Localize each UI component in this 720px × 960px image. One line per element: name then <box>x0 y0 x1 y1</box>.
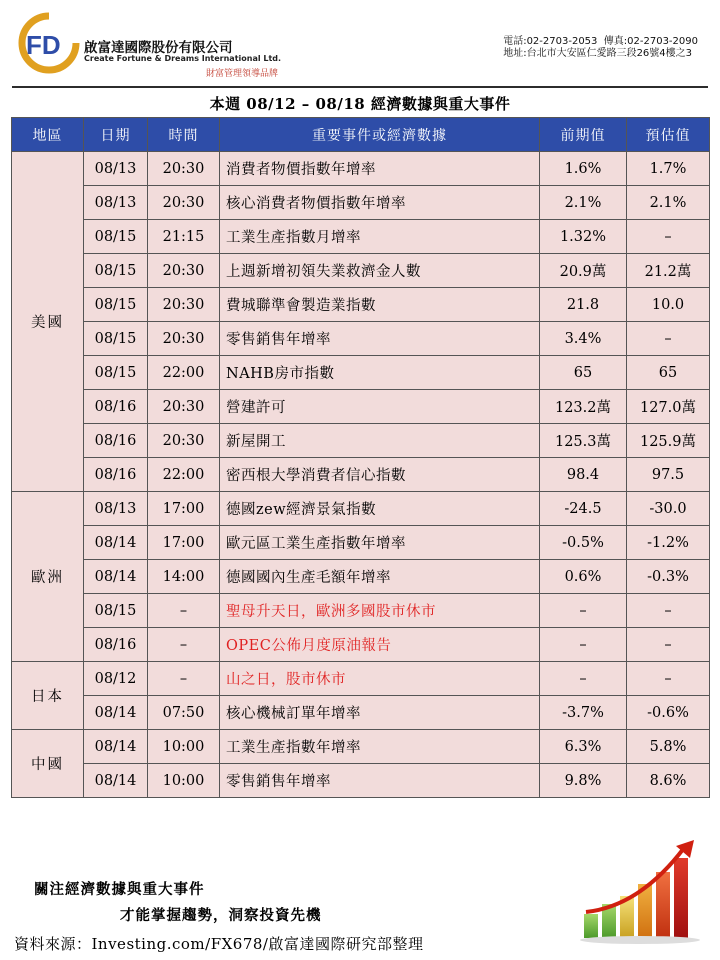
event-cell: OPEC公佈月度原油報告 <box>220 628 540 662</box>
time-cell: 20:30 <box>148 322 220 356</box>
contact-info <box>503 36 698 60</box>
event-cell: 核心機械訂單年增率 <box>220 696 540 730</box>
time-cell: – <box>148 662 220 696</box>
event-cell: 上週新增初領失業救濟金人數 <box>220 254 540 288</box>
table-header-row <box>12 118 710 152</box>
estimate-value-cell: 125.9萬 <box>627 424 710 458</box>
table-body <box>12 152 710 798</box>
estimate-value-cell: – <box>627 628 710 662</box>
estimate-value-cell: 21.2萬 <box>627 254 710 288</box>
time-cell: 20:30 <box>148 152 220 186</box>
data-source: 資料來源：Investing.com/FX678/啟富達國際研究部整理 <box>14 935 424 953</box>
time-cell: – <box>148 628 220 662</box>
column-header-region: 地區 <box>12 118 84 152</box>
event-cell: 核心消費者物價指數年增率 <box>220 186 540 220</box>
date-cell: 08/13 <box>84 152 148 186</box>
column-header-previous: 前期值 <box>540 118 627 152</box>
event-cell: 密西根大學消費者信心指數 <box>220 458 540 492</box>
time-cell: 20:30 <box>148 254 220 288</box>
estimate-value-cell: 5.8% <box>627 730 710 764</box>
region-cell: 日本 <box>12 662 84 730</box>
table-row <box>12 696 710 730</box>
estimate-value-cell: – <box>627 220 710 254</box>
estimate-value-cell: 97.5 <box>627 458 710 492</box>
previous-value-cell: 0.6% <box>540 560 627 594</box>
event-cell: 德國zew經濟景氣指數 <box>220 492 540 526</box>
company-name-en: Create Fortune & Dreams International Ltd. <box>84 54 282 63</box>
phone-number: 電話:02-2703-2053 <box>503 36 598 47</box>
estimate-value-cell: – <box>627 662 710 696</box>
table-row <box>12 390 710 424</box>
event-cell: 歐元區工業生產指數年增率 <box>220 526 540 560</box>
time-cell: 20:30 <box>148 390 220 424</box>
fd-logo-icon <box>18 12 80 74</box>
time-cell: 20:30 <box>148 186 220 220</box>
previous-value-cell: 2.1% <box>540 186 627 220</box>
date-cell: 08/15 <box>84 288 148 322</box>
time-cell: 17:00 <box>148 526 220 560</box>
estimate-value-cell: -0.3% <box>627 560 710 594</box>
previous-value-cell: 1.32% <box>540 220 627 254</box>
table-row <box>12 526 710 560</box>
column-header-event: 重要事件或經濟數據 <box>220 118 540 152</box>
table-row <box>12 662 710 696</box>
time-cell: – <box>148 594 220 628</box>
previous-value-cell: 6.3% <box>540 730 627 764</box>
event-cell: 消費者物價指數年增率 <box>220 152 540 186</box>
time-cell: 07:50 <box>148 696 220 730</box>
time-cell: 21:15 <box>148 220 220 254</box>
event-cell: 工業生產指數年增率 <box>220 730 540 764</box>
time-cell: 22:00 <box>148 356 220 390</box>
estimate-value-cell: 65 <box>627 356 710 390</box>
time-cell: 17:00 <box>148 492 220 526</box>
time-cell: 22:00 <box>148 458 220 492</box>
column-header-estimate: 預估值 <box>627 118 710 152</box>
region-cell: 中國 <box>12 730 84 798</box>
table-row <box>12 560 710 594</box>
date-cell: 08/14 <box>84 560 148 594</box>
estimate-value-cell: 2.1% <box>627 186 710 220</box>
date-cell: 08/15 <box>84 356 148 390</box>
table-row <box>12 152 710 186</box>
date-cell: 08/13 <box>84 492 148 526</box>
table-row <box>12 254 710 288</box>
event-cell: 費城聯準會製造業指數 <box>220 288 540 322</box>
table-row <box>12 356 710 390</box>
previous-value-cell: 65 <box>540 356 627 390</box>
company-logo <box>18 12 288 84</box>
economic-events-table <box>11 117 710 798</box>
company-name-cn: 啟富達國際股份有限公司 <box>84 40 233 56</box>
footer-slogan-line1: 關注經濟數據與重大事件 <box>34 881 205 898</box>
previous-value-cell: – <box>540 594 627 628</box>
date-cell: 08/12 <box>84 662 148 696</box>
date-cell: 08/16 <box>84 424 148 458</box>
date-cell: 08/16 <box>84 628 148 662</box>
date-cell: 08/15 <box>84 594 148 628</box>
previous-value-cell: 9.8% <box>540 764 627 798</box>
date-cell: 08/15 <box>84 322 148 356</box>
date-cell: 08/16 <box>84 390 148 424</box>
estimate-value-cell: 127.0萬 <box>627 390 710 424</box>
previous-value-cell: 125.3萬 <box>540 424 627 458</box>
event-cell: 聖母升天日，歐洲多國股市休市 <box>220 594 540 628</box>
footer-slogan-line2: 才能掌握趨勢，洞察投資先機 <box>120 907 322 924</box>
time-cell: 10:00 <box>148 730 220 764</box>
time-cell: 10:00 <box>148 764 220 798</box>
page-title: 本週 08/12 – 08/18 經濟數據與重大事件 <box>209 95 511 113</box>
table-row <box>12 322 710 356</box>
time-cell: 14:00 <box>148 560 220 594</box>
previous-value-cell: 123.2萬 <box>540 390 627 424</box>
previous-value-cell: 21.8 <box>540 288 627 322</box>
date-cell: 08/15 <box>84 254 148 288</box>
event-cell: NAHB房市指數 <box>220 356 540 390</box>
estimate-value-cell: -0.6% <box>627 696 710 730</box>
phone-fax-line <box>503 36 698 48</box>
column-header-date: 日期 <box>84 118 148 152</box>
event-cell: 營建許可 <box>220 390 540 424</box>
date-cell: 08/14 <box>84 526 148 560</box>
table-row <box>12 288 710 322</box>
event-cell: 德國國內生產毛額年增率 <box>220 560 540 594</box>
date-cell: 08/14 <box>84 764 148 798</box>
previous-value-cell: – <box>540 628 627 662</box>
previous-value-cell: 1.6% <box>540 152 627 186</box>
address: 地址:台北市大安區仁愛路三段26號4樓之3 <box>503 48 693 59</box>
event-cell: 零售銷售年增率 <box>220 322 540 356</box>
region-cell: 美國 <box>12 152 84 492</box>
event-cell: 零售銷售年增率 <box>220 764 540 798</box>
estimate-value-cell: -1.2% <box>627 526 710 560</box>
previous-value-cell: -24.5 <box>540 492 627 526</box>
previous-value-cell: 98.4 <box>540 458 627 492</box>
time-cell: 20:30 <box>148 288 220 322</box>
estimate-value-cell: -30.0 <box>627 492 710 526</box>
time-cell: 20:30 <box>148 424 220 458</box>
table-row <box>12 730 710 764</box>
logo-letters: FD <box>26 30 61 60</box>
company-slogan: 財富管理領導品牌 <box>206 69 279 79</box>
date-cell: 08/15 <box>84 220 148 254</box>
header-divider <box>12 86 708 88</box>
fax-number: 傳真:02-2703-2090 <box>603 36 698 47</box>
event-cell: 新屋開工 <box>220 424 540 458</box>
table-row <box>12 458 710 492</box>
previous-value-cell: – <box>540 662 627 696</box>
previous-value-cell: 3.4% <box>540 322 627 356</box>
growth-bar-chart-arrow-icon <box>580 836 710 946</box>
estimate-value-cell: 8.6% <box>627 764 710 798</box>
estimate-value-cell: – <box>627 594 710 628</box>
event-cell: 山之日，股市休市 <box>220 662 540 696</box>
table-row <box>12 220 710 254</box>
table-row <box>12 594 710 628</box>
table-row <box>12 628 710 662</box>
date-cell: 08/14 <box>84 730 148 764</box>
table-row <box>12 424 710 458</box>
table-row <box>12 492 710 526</box>
region-cell: 歐洲 <box>12 492 84 662</box>
event-cell: 工業生產指數月增率 <box>220 220 540 254</box>
estimate-value-cell: 1.7% <box>627 152 710 186</box>
previous-value-cell: -0.5% <box>540 526 627 560</box>
previous-value-cell: -3.7% <box>540 696 627 730</box>
estimate-value-cell: 10.0 <box>627 288 710 322</box>
table-row <box>12 764 710 798</box>
date-cell: 08/13 <box>84 186 148 220</box>
date-cell: 08/14 <box>84 696 148 730</box>
table-row <box>12 186 710 220</box>
date-cell: 08/16 <box>84 458 148 492</box>
previous-value-cell: 20.9萬 <box>540 254 627 288</box>
column-header-time: 時間 <box>148 118 220 152</box>
estimate-value-cell: – <box>627 322 710 356</box>
